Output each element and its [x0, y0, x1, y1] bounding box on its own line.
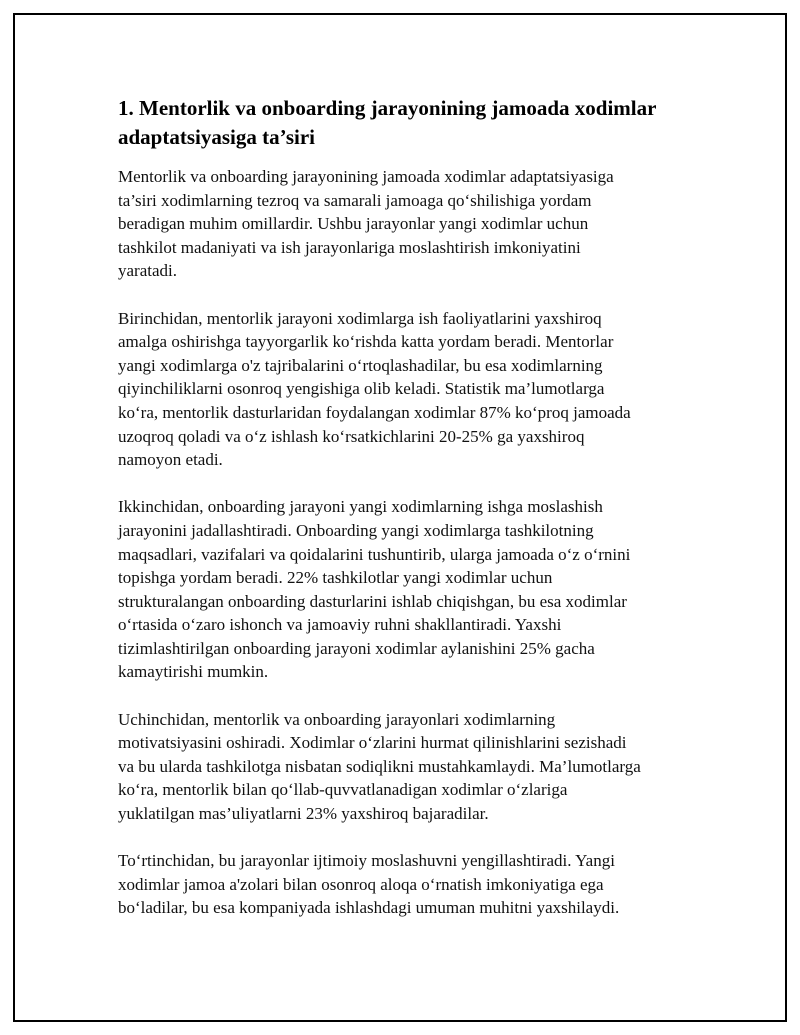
paragraph-first: Birinchidan, mentorlik jarayoni xodimlarga ish faoliyatlarini yaxshiroq amalga oshirishga tayyorgarlik ko‘rishda katta yordam beradi. Mentorlar yangi xodimlarga o'z tajribalarini o‘rtoqlashadilar, bu esa xodimlarning qiyinchiliklarni osonroq yengishiga olib keladi. Statistik ma’lumotlarga ko‘ra, mentorlik dasturlaridan foydalangan xodimlar 87% ko‘proq jamoada uzoqroq qoladi va o‘z ishlash ko‘rsatkichlarini 20-25% ga yaxshiroq namoyon etadi.: [118, 308, 631, 470]
paragraph-fourth: To‘rtinchidan, bu jarayonlar ijtimoiy moslashuvni yengillashtiradi. Yangi xodimlar jamoa a'zolari bilan osonroq aloqa o‘rnatish imkoniyatiga ega bo‘ladilar, bu esa kompaniyada ishlashdagi umuman muhitni yaxshilaydi.: [118, 851, 620, 918]
document-body: [118, 94, 688, 944]
paragraph-second: Ikkinchidan, onboarding jarayoni yangi xodimlarning ishga moslashish jarayonini jadallashtiradi. Onboarding yangi xodimlarga tashkilotning maqsadlari, vazifalari va qoidalarini tushuntirib, ularga jamoada o‘z o‘rnini topishga yordam beradi. 22% tashkilotlar yangi xodimlar uchun strukturalangan onboarding dasturlarini ishlab chiqishgan, bu esa xodimlar o‘rtasida o‘zaro ishonch va jamoaviy ruhni shakllantiradi. Yaxshi tizimlashtirilgan onboarding jarayoni xodimlar aylanishini 25% gacha kamaytirishi mumkin.: [118, 497, 631, 682]
section-heading: 1. Mentorlik va onboarding jarayonining jamoada xodimlar adaptatsiyasiga ta’siri: [118, 96, 657, 149]
paragraph-intro: Mentorlik va onboarding jarayonining jamoada xodimlar adaptatsiyasiga ta’siri xodimlarning tezroq va samarali jamoaga qo‘shilishiga yordam beradigan muhim omillardir. Ushbu jarayonlar yangi xodimlar uchun tashkilot madaniyati va ish jarayonlariga moslashtirish imkoniyatini yaratadi.: [118, 167, 614, 281]
paragraph-third: Uchinchidan, mentorlik va onboarding jarayonlari xodimlarning motivatsiyasini oshiradi. Xodimlar o‘zlarini hurmat qilinishlarini sezishadi va bu ularda tashkilotga nisbatan sodiqlikni mustahkamlaydi. Ma’lumotlarga ko‘ra, mentorlik bilan qo‘llab-quvvatlanadigan xodimlar o‘zlariga yuklatilgan mas’uliyatlarni 23% yaxshiroq bajaradilar.: [118, 709, 641, 824]
